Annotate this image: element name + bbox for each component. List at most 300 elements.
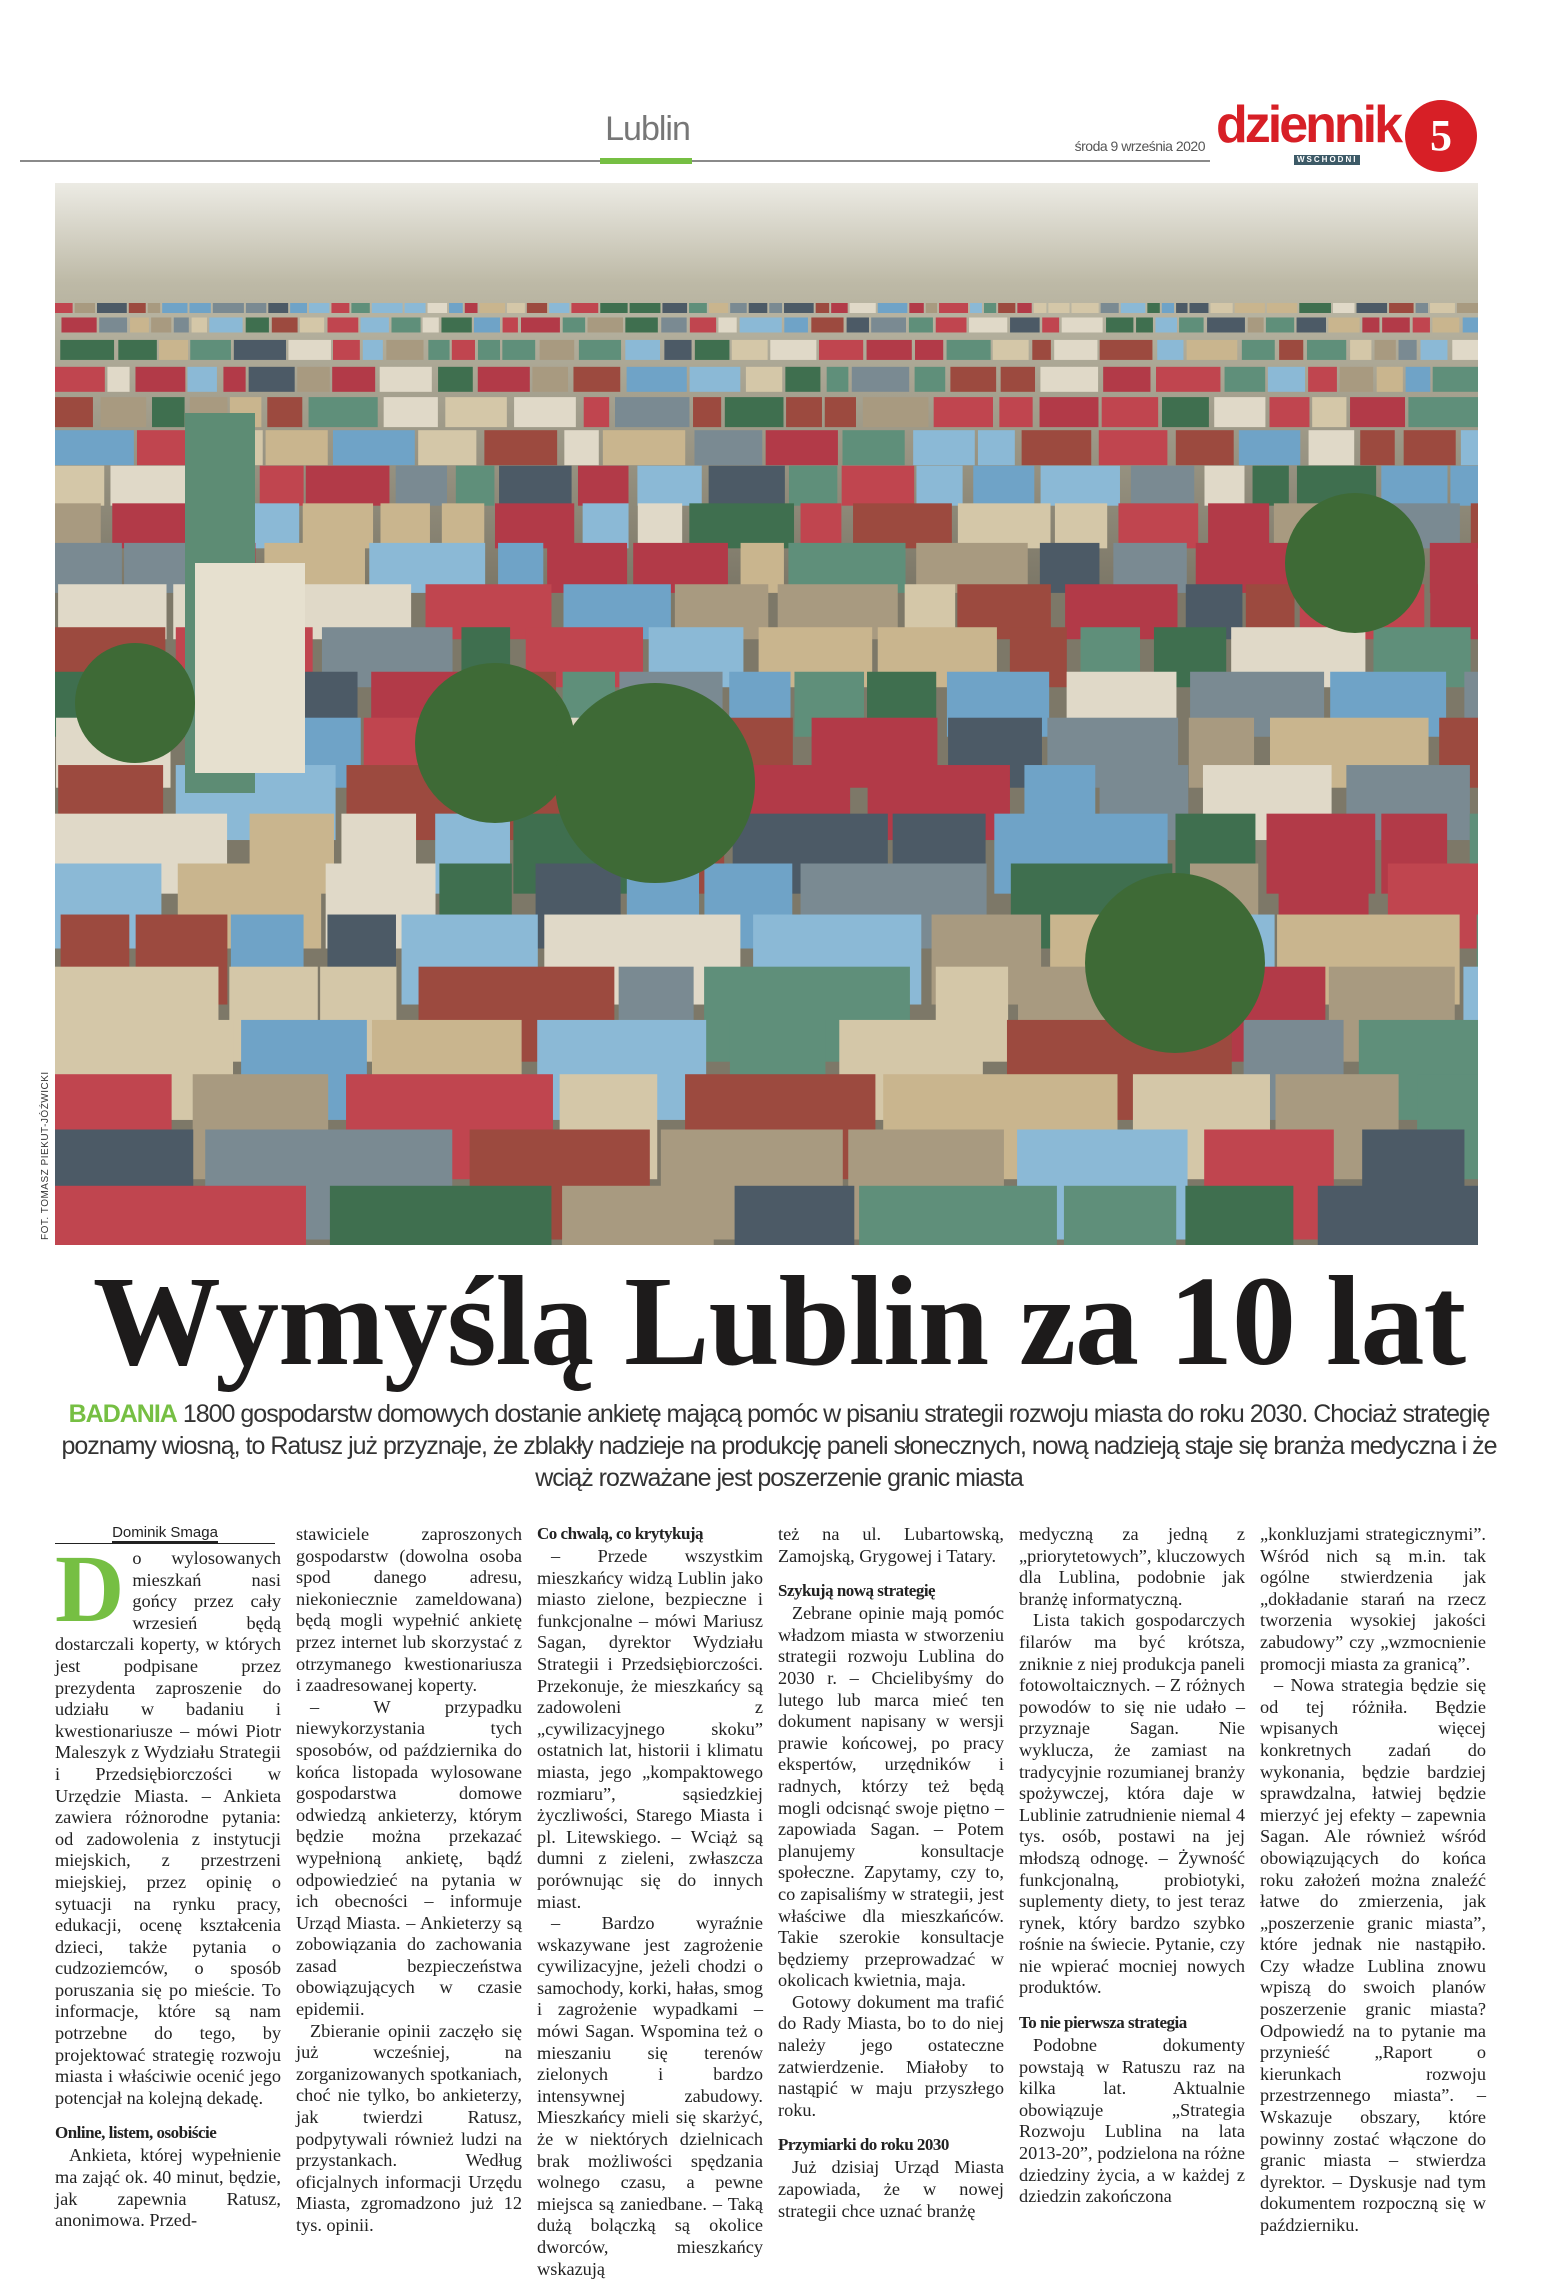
rooftop (223, 367, 245, 392)
rooftop (1147, 303, 1159, 313)
rooftop (499, 466, 572, 506)
rooftop (159, 340, 188, 360)
rooftop (1054, 340, 1097, 360)
rooftop (118, 340, 157, 360)
rooftop (332, 367, 375, 392)
rooftop (55, 466, 104, 506)
rooftop (661, 317, 686, 332)
rooftop (978, 430, 1015, 465)
rooftop (300, 317, 324, 332)
issue-date: środa 9 września 2020 (1074, 138, 1205, 154)
rooftop (1399, 340, 1417, 360)
paragraph: – Nowa strategia będzie się od tej różniła. Będzie wpisanych więcej konkretnych zadań do wykonania, będzie bardziej sprawdzalna, łatwiej będzie mierzyć jej efekty – zapewnia Sagan. Ale również wśród obowiązujących do końca roku założeń można znaleźć łatwe do zmierzenia, jak „poszerzenie granic miasta”, które jednak nie nastąpiło. Czy władze Lublina znowu wpiszą do swoich planów poszerzenie granic miasta? Odpowiedź na to pytanie ma przynieść „Raport o kierunkach rozwoju przestrzennego miasta”. – Wskazuje obszary, które powinny zostać włączone do granic miasta – stwierdza dyrektor. – Dyskusje nad tym dokumentem rozpoczną się w październiku. (1260, 1675, 1486, 2235)
rooftop (664, 340, 691, 360)
deck-text: 1800 gospodarstw domowych dostanie ankietę mającą pomóc w pisaniu strategii rozwoju miasta do roku 2030. Chociaż strategię poznamy wiosną, to Ratusz już przyznaje, że zblakły nadzieje na produkcję paneli słonecznych, nową nadzieją staje się branża medyczna i że wciąż rozważane jest poszerzenie granic miasta (61, 1400, 1497, 1492)
subheading: Przymiarki do roku 2030 (778, 2135, 949, 2155)
drop-cap: D (55, 1535, 125, 1642)
rooftop (209, 317, 242, 332)
rooftop (950, 367, 996, 392)
rooftop (1155, 317, 1177, 332)
subheading: To nie pierwsza strategia (1019, 2013, 1187, 2033)
rooftop (1299, 303, 1331, 313)
rooftop (303, 503, 373, 548)
rooftop (1235, 303, 1265, 313)
rooftop (418, 430, 476, 465)
rooftop (290, 303, 307, 313)
rooftop (288, 340, 331, 360)
rooftop (850, 303, 876, 313)
rooftop (1176, 430, 1234, 465)
tree-canopy (1285, 493, 1425, 633)
rooftop (1121, 303, 1146, 313)
paragraph: – W przypadku niewykorzystania tych sposobów, od października do końca listopada wylosowane gospodarstwa domowe odwiedzą ankieterzy, którym będzie można przekazać wypełnioną ankietę, bądź odpowiedzieć na pytania w ich obecności – informuje Urząd Miasta. – Ankieterzy są zobowiązania do zachowania zasad bezpieczeństwa obowiązujących w czasie epidemii. (296, 1696, 522, 2020)
rooftop (1207, 317, 1245, 332)
tree-canopy (555, 683, 755, 883)
rooftop (1055, 503, 1107, 548)
rooftop (1100, 340, 1153, 360)
rooftop (562, 1186, 714, 1245)
rooftop (1022, 430, 1092, 465)
rooftop (1270, 397, 1310, 427)
rooftop (600, 303, 627, 313)
rooftop (784, 303, 814, 313)
rooftop (909, 317, 933, 332)
rooftop (151, 317, 171, 332)
rooftop (502, 340, 535, 360)
rooftop (272, 317, 298, 332)
rooftop (333, 340, 360, 360)
rooftop (1452, 340, 1478, 360)
rooftop (266, 430, 328, 465)
rooftop (213, 303, 244, 313)
section-accent-bar (600, 158, 692, 164)
rooftop (55, 303, 73, 313)
paragraph: też na ul. Lubartowską, Zamojską, Grygowej i Tatary. (778, 1524, 1004, 1566)
rooftop (878, 303, 908, 313)
rooftop (328, 317, 359, 332)
rooftop (372, 303, 403, 313)
rooftop (1328, 317, 1359, 332)
rooftop (107, 367, 129, 392)
rooftop (694, 430, 762, 465)
rooftop (246, 303, 266, 313)
rooftop (474, 317, 500, 332)
rooftop (97, 303, 127, 313)
rooftop (1461, 430, 1478, 465)
rooftop (442, 503, 484, 548)
rooftop (1214, 397, 1265, 427)
rooftop (1432, 317, 1459, 332)
rooftop (1340, 367, 1374, 392)
rooftop (998, 303, 1015, 313)
rooftop (789, 466, 837, 506)
rooftop (1309, 430, 1355, 465)
rooftop (1204, 466, 1244, 506)
rooftop (730, 303, 747, 313)
rooftop (939, 303, 968, 313)
rooftop (859, 1186, 1057, 1245)
rooftop (583, 503, 629, 548)
rooftop (331, 303, 349, 313)
rooftop (1375, 340, 1396, 360)
rooftop (725, 397, 784, 427)
rooftop (333, 430, 415, 465)
rooftop (588, 317, 623, 332)
rooftop (1017, 303, 1031, 313)
rooftop (189, 303, 210, 313)
paragraph: Podobne dokumenty powstają w Ratuszu raz na kilka lat. Aktualnie obowiązuje „Strategia Rozwoju Lublina na lata 2013-20”, podzielona na różne dziedziny życia, a w każdej z dziedzin zakończona (1019, 2035, 1245, 2207)
rooftop (693, 397, 721, 427)
rooftop (689, 303, 707, 313)
lead-text: o wylosowanych mieszkań nasi gońcy przez cały wrzesień będą dostarczali koperty, w których jest podpisane przez prezydenta zaproszenie do udziału w badaniu i kwestionariusze – mówi Piotr Maleszyk z Wydziału Strategii i Przedsiębiorczości w Urzędzie Miasta. – Ankieta zawiera różnorodne pytania: od zadowolenia z instytucji miejskich, z przestrzeni miejskiej, przez opinię o sytuacji na rynku pracy, edukacji, ocenę kształcenia dzieci, także pytania o cudzoziemców, o sposób poruszania się po mieście. To informacje, które są nam potrzebne do tego, by projektować strategię rozwoju miasta i właściwie ocenić jego potencjał na kolejną dekadę. (55, 1548, 281, 2108)
rooftop (1010, 317, 1040, 332)
rooftop (571, 303, 598, 313)
paragraph: Ankieta, której wypełnienie ma zająć ok. 40 minut, będzie, jak zapewnia Ratusz, anonimowa. Przed- (55, 2145, 281, 2231)
rooftop (423, 317, 439, 332)
rooftop (625, 340, 660, 360)
rooftop (1131, 466, 1194, 506)
logo-wordmark: dziennik (1216, 96, 1401, 154)
rooftop (690, 367, 741, 392)
rooftop (1360, 430, 1395, 465)
rooftop (784, 317, 808, 332)
rooftop (361, 317, 389, 332)
rooftop (709, 466, 785, 506)
rooftop (192, 317, 207, 332)
rooftop (386, 340, 423, 360)
rooftop (786, 397, 822, 427)
paragraph: Gotowy dokument ma trafić do Rady Miasta, bo to do niej należy jego ostateczne zatwierdzenie. Miałoby to nastąpić w maju przyszłego roku. (778, 1991, 1004, 2120)
rooftop (1162, 397, 1209, 427)
rooftop (1382, 317, 1410, 332)
rooftop (1034, 303, 1047, 313)
rooftop (1318, 1186, 1478, 1245)
rooftop (735, 1186, 855, 1245)
rooftop (1312, 397, 1346, 427)
rooftop (456, 466, 495, 506)
rooftop (662, 303, 687, 313)
rooftop (1102, 397, 1158, 427)
article-column-6 (1260, 1524, 1486, 2237)
rooftop (1041, 466, 1120, 506)
rooftop (1136, 317, 1153, 332)
rooftop (1162, 303, 1174, 313)
rooftop (478, 367, 530, 392)
rooftop (268, 303, 288, 313)
section-title: Lublin (605, 110, 690, 148)
paragraph: medyczną za jedną z „priorytetowych”, kluczowych dla Lublina, podobnie jak branżę informatyczną. (1019, 1524, 1245, 1609)
rooftop (578, 466, 629, 506)
rooftop (1101, 303, 1119, 313)
rooftop (1001, 367, 1035, 392)
rooftop (99, 317, 127, 332)
rooftop (351, 303, 369, 313)
rooftop (267, 397, 302, 427)
article-column-5 (1019, 1524, 1245, 2208)
rooftop (480, 303, 506, 313)
aerial-photo-image (55, 183, 1478, 1245)
rooftop (1210, 303, 1232, 313)
rooftop (1239, 430, 1300, 465)
rooftop (1308, 367, 1337, 392)
rooftop (438, 367, 473, 392)
rooftop (1248, 317, 1264, 332)
rooftop (1421, 340, 1448, 360)
rooftop (709, 303, 728, 313)
rooftop (162, 303, 187, 313)
rooftop (926, 303, 937, 313)
rooftop (246, 317, 269, 332)
rooftop (55, 367, 105, 392)
paragraph: Już dzisiaj Urząd Miasta zapowiada, że w nowej strategii chce uznać branżę (778, 2157, 1004, 2221)
rooftop (380, 367, 432, 392)
rooftop (135, 367, 185, 392)
rooftop (973, 466, 1034, 506)
rooftop (934, 397, 993, 427)
rooftop (1267, 303, 1297, 313)
page-number-badge: 5 (1405, 100, 1477, 172)
rooftop (1471, 503, 1478, 548)
rooftop (842, 466, 915, 506)
rooftop (801, 503, 842, 548)
rooftop (495, 503, 574, 548)
rooftop (867, 340, 912, 360)
rooftop (853, 503, 952, 548)
rooftop (391, 317, 420, 332)
aerial-photo-lublin-old-town (55, 183, 1478, 1245)
rooftop (1118, 503, 1198, 548)
article-deck (50, 1398, 1508, 1494)
rooftop (521, 317, 560, 332)
rooftop (746, 367, 782, 392)
rooftop (130, 317, 149, 332)
article-column-1 (55, 1524, 281, 2232)
rooftop (816, 303, 830, 313)
rooftop (958, 503, 1051, 548)
rooftop (915, 340, 943, 360)
rooftop (766, 430, 838, 465)
rooftop (249, 367, 295, 392)
rooftop (1408, 397, 1478, 427)
rooftop (428, 303, 447, 313)
rooftop (695, 340, 730, 360)
rooftop (1062, 317, 1103, 332)
headline: Wymyślą Lublin za 10 lat (92, 1250, 1466, 1392)
rooftop (615, 397, 689, 427)
rooftop (1064, 1186, 1176, 1245)
rooftop (306, 466, 390, 506)
rooftop (445, 397, 507, 427)
rooftop (129, 303, 146, 313)
rooftop (916, 466, 962, 506)
rooftop (993, 340, 1029, 360)
rooftop (190, 340, 231, 360)
rooftop (740, 317, 782, 332)
rooftop (1032, 340, 1051, 360)
rooftop (769, 303, 782, 313)
rooftop (484, 430, 557, 465)
paragraph: – Bardzo wyraźnie wskazywane jest zagrożenie cywilizacyjne, jeżeli chodzi o samochody, korki, hałas, smog i zagrożenie wypadkami – mówi Sagan. Wspomina też o mieszaniu się terenów zielonych i bardzo intensywnej zabudowy. Mieszkańcy mieli się skarżyć, że w niektórych dzielnicach brak możliwości spędzania wolnego czasu, a pewne miejsca są zaniedbane. – Taką dużą bolączką są okolice dworców, mieszkańcy wskazują (537, 1913, 763, 2279)
rooftop (309, 397, 378, 427)
rooftop (690, 317, 716, 332)
rooftop (579, 340, 621, 360)
rooftop (174, 317, 189, 332)
rooftop (1103, 367, 1150, 392)
rooftop (532, 367, 568, 392)
rooftop (573, 367, 620, 392)
rooftop (55, 503, 101, 548)
author-name: Dominik Smaga (112, 1524, 218, 1541)
rooftop (1040, 367, 1098, 392)
rooftop (732, 340, 768, 360)
rooftop (627, 367, 687, 392)
article-column-2 (296, 1524, 522, 2237)
rooftop (1072, 303, 1099, 313)
rooftop (1389, 303, 1414, 313)
rooftop (1242, 340, 1275, 360)
rooftop (909, 303, 923, 313)
rooftop (514, 397, 576, 427)
rooftop (970, 303, 982, 313)
rooftop (449, 303, 463, 313)
rooftop (148, 303, 160, 313)
rooftop (1187, 340, 1238, 360)
paragraph: Zebrane opinie mają pomóc władzom miasta w stworzeniu strategii rozwoju Lublina do 2030 r. – Chcielibyśmy do lutego lub marca mieć ten dokument napisany w wersji prawie końcowej, po pracy ekspertów, urzędników i radnych, którzy też będą mogli odcisnąć swoje piętno – zapowiada Sagan. – Potem planujemy konsultacje społeczne. Zapytamy, czy to, co zapisaliśmy w strategii, jest właściwe dla mieszkańców. Takie szerokie konsultacje będziemy przeprowadzać w okolicach kwietnia, maja. (778, 1603, 1004, 1991)
rooftop (309, 303, 329, 313)
rooftop (1297, 317, 1326, 332)
deck-kicker: BADANIA (68, 1400, 177, 1428)
rooftop (549, 303, 569, 313)
rooftop (1253, 466, 1289, 506)
rooftop (1268, 367, 1305, 392)
rooftop (452, 340, 475, 360)
rooftop (1362, 317, 1379, 332)
rooftop (1350, 397, 1405, 427)
rooftop (871, 317, 906, 332)
rooftop (1430, 303, 1455, 313)
rooftop (1266, 317, 1294, 332)
rooftop (405, 303, 426, 313)
rooftop (1185, 1186, 1293, 1245)
rooftop (330, 1186, 552, 1245)
rooftop (831, 303, 848, 313)
rooftop (503, 317, 518, 332)
rooftop (1307, 340, 1346, 360)
rooftop (441, 317, 471, 332)
rooftop (811, 317, 843, 332)
rooftop (428, 340, 449, 360)
rooftop (1099, 430, 1168, 465)
rooftop (637, 466, 701, 506)
rooftop (1406, 367, 1431, 392)
rooftop (1377, 367, 1403, 392)
rooftop (1106, 317, 1133, 332)
rooftop (60, 340, 114, 360)
rooftop (1042, 317, 1059, 332)
rooftop (55, 430, 134, 465)
tower-body (195, 563, 305, 773)
rooftop (749, 303, 768, 313)
rooftop (1457, 303, 1478, 313)
rooftop (1413, 317, 1430, 332)
paragraph: „konkluzjami strategicznymi”. Wśród nich są m.in. tak ogólne stwierdzenia jak „dokładanie starań na rzecz tworzenia wysokiej jakości zabudowy” czy „wzmocnienie promocji miasta za granicą”. (1260, 1524, 1486, 1674)
subheading: Co chwalą, co krytykują (537, 1524, 704, 1543)
rooftop (507, 303, 525, 313)
rooftop (852, 367, 909, 392)
rooftop (1156, 367, 1220, 392)
paragraph: Zbieranie opinii zaczęło się już wcześniej, na zorganizowanych spotkaniach, choć nie tylko, bo ankieterzy, jak twierdzi Ratusz, podpytywali również ludzi na przystankach. Według oficjalnych informacji Urzędu Miasta, zgromadzono już 12 tys. opinii. (296, 2020, 522, 2235)
rooftop (1463, 317, 1478, 332)
rooftop (465, 303, 478, 313)
rooftop (1333, 303, 1355, 313)
rooftop (1048, 303, 1069, 313)
rooftop (1404, 430, 1456, 465)
rooftop (603, 430, 685, 465)
rooftop (563, 317, 585, 332)
rooftop (936, 317, 967, 332)
rooftop (396, 466, 447, 506)
rooftop (969, 317, 1007, 332)
rooftop (984, 303, 996, 313)
rooftop (689, 503, 794, 548)
rooftop (1416, 303, 1428, 313)
article-column-3 (537, 1524, 763, 2280)
rooftop (478, 340, 500, 360)
rooftop (915, 367, 946, 392)
rooftop (55, 1186, 306, 1245)
rooftop (638, 503, 682, 548)
subheading: Szykują nową strategię (778, 1581, 936, 1601)
rooftop (187, 367, 216, 392)
rooftop (75, 303, 95, 313)
rooftop (564, 430, 598, 465)
rooftop (1350, 340, 1371, 360)
rooftop (718, 317, 736, 332)
rooftop (1157, 340, 1183, 360)
rooftop (384, 397, 438, 427)
rooftop (101, 397, 147, 427)
rooftop (1040, 397, 1099, 427)
subheading: Online, listem, osobiście (55, 2123, 217, 2143)
rooftop (1433, 367, 1478, 392)
rooftop (380, 503, 429, 548)
rooftop (152, 397, 185, 427)
photo-credit: FOT. TOMASZ PIEKUT-JÓŹWICKI (40, 1071, 51, 1240)
newspaper-logo[interactable] (1216, 98, 1402, 172)
rooftop (1225, 367, 1266, 392)
tree-canopy (1085, 873, 1265, 1053)
paragraph: stawiciele zaproszonych gospodarstw (dowolna osoba spod danego adresu, niekoniecznie zameldowana) będą mogli wypełnić ankietę przez internet lub skorzystać z otrzymanego kwestionariusza i zaadresowanej koperty. (296, 1524, 522, 1696)
rooftop (625, 317, 657, 332)
rooftop (1179, 317, 1204, 332)
rooftop (770, 340, 816, 360)
rooftop (55, 397, 93, 427)
rooftop (947, 340, 991, 360)
rooftop (847, 317, 869, 332)
rooftop (825, 397, 856, 427)
rooftop (584, 397, 609, 427)
rooftop (234, 340, 286, 360)
rooftop (1279, 340, 1303, 360)
paragraph: Lista takich gospodarczych filarów ma być krótsza, zniknie z niej produkcja paneli fotowoltaicznych. – Z różnych powodów to się nie udało – przyznaje Sagan. Nie wyklucza, że zamiast na tradycyjnie rozumianej branży spożywczej, która daje w Lublinie zatrudnienie niemal 4 tys. osób, postawi na jej młodszą odnogę. – Żywność funkcjonalną, probiotyki, suplementy diety, to jest teraz rynek, który bardzo szybko rośnie na świecie. Pytanie, czy nie wpierać mocniej nowych produktów. (1019, 1610, 1245, 1998)
rooftop (842, 430, 904, 465)
rooftop (297, 367, 330, 392)
rooftop (785, 367, 820, 392)
logo-subtitle: WSCHODNI (1294, 155, 1360, 165)
paragraph (55, 1535, 281, 2109)
rooftop (827, 367, 849, 392)
rooftop (260, 466, 304, 506)
